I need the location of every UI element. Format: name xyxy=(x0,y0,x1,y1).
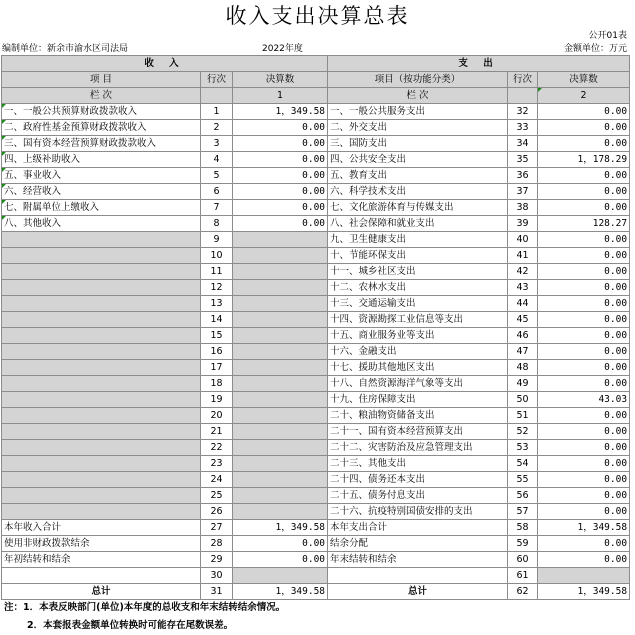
expense-item: 结余分配 xyxy=(328,536,508,552)
expense-line-no: 37 xyxy=(508,184,538,200)
income-line-no: 2 xyxy=(201,120,233,136)
income-amount: 1，349.58 xyxy=(233,104,328,120)
income-item xyxy=(2,360,201,376)
table-row xyxy=(2,328,630,344)
income-amount xyxy=(233,360,328,376)
income-line-no: 16 xyxy=(201,344,233,360)
expense-line-no: 49 xyxy=(508,376,538,392)
income-amount: 0.00 xyxy=(233,120,328,136)
income-amount: 0.00 xyxy=(233,552,328,568)
income-item xyxy=(2,248,201,264)
table-row xyxy=(2,232,630,248)
income-line-no: 7 xyxy=(201,200,233,216)
income-item xyxy=(2,328,201,344)
table-row xyxy=(2,424,630,440)
col-amount2: 决算数 xyxy=(538,72,630,88)
income-line-no: 23 xyxy=(201,456,233,472)
expense-line-no: 62 xyxy=(508,584,538,600)
income-item: 三、国有资本经营预算财政拨款收入 xyxy=(2,136,201,152)
income-item xyxy=(2,424,201,440)
income-item xyxy=(2,296,201,312)
income-item xyxy=(2,280,201,296)
expense-item: 二、外交支出 xyxy=(328,120,508,136)
currency-unit: 金额单位：万元 xyxy=(563,44,627,54)
income-line-no: 5 xyxy=(201,168,233,184)
lanci-left-no: 1 xyxy=(233,88,328,104)
expense-line-no: 55 xyxy=(508,472,538,488)
expense-amount: 0.00 xyxy=(538,440,630,456)
income-line-no: 26 xyxy=(201,504,233,520)
expense-item: 八、社会保障和就业支出 xyxy=(328,216,508,232)
lanci-right: 栏 次 xyxy=(328,88,508,104)
income-amount xyxy=(233,392,328,408)
expense-item: 十一、城乡社区支出 xyxy=(328,264,508,280)
note-2: 2．本套报表金额单位转换时可能存在尾数误差。 xyxy=(27,620,234,631)
table-row xyxy=(2,168,630,184)
table-row xyxy=(2,104,630,120)
income-item xyxy=(2,408,201,424)
expense-item: 五、教育支出 xyxy=(328,168,508,184)
income-amount xyxy=(233,440,328,456)
income-item xyxy=(2,472,201,488)
table-row xyxy=(2,200,630,216)
income-amount xyxy=(233,296,328,312)
expense-amount: 1，178.29 xyxy=(538,152,630,168)
expense-item: 二十四、债务还本支出 xyxy=(328,472,508,488)
income-line-no: 8 xyxy=(201,216,233,232)
compiling-unit: 编制单位：新余市渝水区司法局 xyxy=(2,44,129,54)
income-line-no: 31 xyxy=(201,584,233,600)
expense-item: 十九、住房保障支出 xyxy=(328,392,508,408)
income-line-no: 22 xyxy=(201,440,233,456)
income-item: 八、其他收入 xyxy=(2,216,201,232)
income-item xyxy=(2,568,201,584)
table-row xyxy=(2,360,630,376)
income-line-no: 19 xyxy=(201,392,233,408)
col-item-func: 项目（按功能分类） xyxy=(328,72,508,88)
income-line-no: 11 xyxy=(201,264,233,280)
expense-section-label: 支 出 xyxy=(328,56,630,72)
table-row xyxy=(2,216,630,232)
table-row xyxy=(2,488,630,504)
table-row xyxy=(2,296,630,312)
expense-amount: 0.00 xyxy=(538,248,630,264)
income-item xyxy=(2,392,201,408)
expense-line-no: 59 xyxy=(508,536,538,552)
income-amount: 1，349.58 xyxy=(233,520,328,536)
income-item: 一、一般公共预算财政拨款收入 xyxy=(2,104,201,120)
income-amount xyxy=(233,472,328,488)
income-line-no: 27 xyxy=(201,520,233,536)
expense-line-no: 57 xyxy=(508,504,538,520)
expense-line-no: 36 xyxy=(508,168,538,184)
expense-amount: 0.00 xyxy=(538,328,630,344)
expense-item: 十四、资源勘探工业信息等支出 xyxy=(328,312,508,328)
form-number: 公开01表 xyxy=(588,31,627,41)
income-amount: 1，349.58 xyxy=(233,584,328,600)
lanci-row xyxy=(2,88,630,104)
expense-line-no: 61 xyxy=(508,568,538,584)
table-row xyxy=(2,456,630,472)
expense-amount: 0.00 xyxy=(538,264,630,280)
expense-item: 二十一、国有资本经营预算支出 xyxy=(328,424,508,440)
income-item: 本年收入合计 xyxy=(2,520,201,536)
expense-item: 二十六、抗疫特别国债安排的支出 xyxy=(328,504,508,520)
expense-amount: 0.00 xyxy=(538,168,630,184)
income-amount xyxy=(233,312,328,328)
expense-amount: 0.00 xyxy=(538,488,630,504)
income-amount xyxy=(233,408,328,424)
expense-item: 一、一般公共服务支出 xyxy=(328,104,508,120)
expense-item: 十二、农林水支出 xyxy=(328,280,508,296)
income-item xyxy=(2,440,201,456)
summary-table xyxy=(1,55,630,600)
expense-line-no: 48 xyxy=(508,360,538,376)
expense-line-no: 60 xyxy=(508,552,538,568)
table-row xyxy=(2,376,630,392)
table-row xyxy=(2,552,630,568)
income-item: 年初结转和结余 xyxy=(2,552,201,568)
expense-amount: 0.00 xyxy=(538,456,630,472)
expense-item: 十八、自然资源海洋气象等支出 xyxy=(328,376,508,392)
table-row xyxy=(2,472,630,488)
income-line-no: 28 xyxy=(201,536,233,552)
income-item: 五、事业收入 xyxy=(2,168,201,184)
income-line-no: 14 xyxy=(201,312,233,328)
expense-amount: 0.00 xyxy=(538,280,630,296)
income-amount: 0.00 xyxy=(233,168,328,184)
expense-item: 年末结转和结余 xyxy=(328,552,508,568)
col-line2: 行次 xyxy=(508,72,538,88)
expense-amount xyxy=(538,568,630,584)
expense-amount: 0.00 xyxy=(538,184,630,200)
income-line-no: 30 xyxy=(201,568,233,584)
expense-line-no: 52 xyxy=(508,424,538,440)
col-item: 项 目 xyxy=(2,72,201,88)
income-line-no: 1 xyxy=(201,104,233,120)
table-row xyxy=(2,120,630,136)
income-amount xyxy=(233,344,328,360)
table-row xyxy=(2,136,630,152)
table-row xyxy=(2,344,630,360)
income-amount xyxy=(233,328,328,344)
expense-line-no: 44 xyxy=(508,296,538,312)
expense-line-no: 51 xyxy=(508,408,538,424)
income-item: 六、经营收入 xyxy=(2,184,201,200)
income-item: 使用非财政拨款结余 xyxy=(2,536,201,552)
expense-item: 二十、粮油物资储备支出 xyxy=(328,408,508,424)
expense-item: 十、节能环保支出 xyxy=(328,248,508,264)
expense-amount: 0.00 xyxy=(538,200,630,216)
income-amount: 0.00 xyxy=(233,184,328,200)
expense-line-no: 38 xyxy=(508,200,538,216)
expense-amount: 0.00 xyxy=(538,104,630,120)
expense-item: 十六、金融支出 xyxy=(328,344,508,360)
income-item xyxy=(2,312,201,328)
report-year: 2022年度 xyxy=(262,44,303,54)
table-row xyxy=(2,152,630,168)
expense-line-no: 42 xyxy=(508,264,538,280)
income-line-no: 13 xyxy=(201,296,233,312)
expense-amount: 1，349.58 xyxy=(538,584,630,600)
income-line-no: 4 xyxy=(201,152,233,168)
income-amount: 0.00 xyxy=(233,200,328,216)
income-line-no: 9 xyxy=(201,232,233,248)
income-item xyxy=(2,488,201,504)
income-line-no: 24 xyxy=(201,472,233,488)
income-line-no: 29 xyxy=(201,552,233,568)
expense-item: 六、科学技术支出 xyxy=(328,184,508,200)
expense-line-no: 32 xyxy=(508,104,538,120)
income-line-no: 25 xyxy=(201,488,233,504)
table-row xyxy=(2,504,630,520)
expense-amount: 0.00 xyxy=(538,552,630,568)
expense-item: 七、文化旅游体育与传媒支出 xyxy=(328,200,508,216)
expense-line-no: 43 xyxy=(508,280,538,296)
column-header-row xyxy=(2,72,630,88)
expense-amount: 43.03 xyxy=(538,392,630,408)
expense-amount: 0.00 xyxy=(538,360,630,376)
expense-item xyxy=(328,568,508,584)
income-line-no: 21 xyxy=(201,424,233,440)
expense-item: 十三、交通运输支出 xyxy=(328,296,508,312)
income-line-no: 20 xyxy=(201,408,233,424)
income-item xyxy=(2,504,201,520)
expense-amount: 0.00 xyxy=(538,424,630,440)
table-row xyxy=(2,184,630,200)
expense-amount: 0.00 xyxy=(538,376,630,392)
expense-item: 二十三、其他支出 xyxy=(328,456,508,472)
income-amount xyxy=(233,232,328,248)
expense-amount: 0.00 xyxy=(538,232,630,248)
notes xyxy=(4,599,285,635)
expense-amount: 0.00 xyxy=(538,536,630,552)
income-item: 总计 xyxy=(2,584,201,600)
expense-item: 十七、援助其他地区支出 xyxy=(328,360,508,376)
expense-line-no: 54 xyxy=(508,456,538,472)
expense-amount: 0.00 xyxy=(538,312,630,328)
income-section-label: 收 入 xyxy=(2,56,328,72)
table-row xyxy=(2,280,630,296)
table-row xyxy=(2,536,630,552)
table-row xyxy=(2,312,630,328)
income-amount xyxy=(233,504,328,520)
income-item xyxy=(2,344,201,360)
income-amount xyxy=(233,424,328,440)
note-1: 注：1．本表反映部门(单位)本年度的总收支和年末结转结余情况。 xyxy=(4,602,286,613)
table-row xyxy=(2,440,630,456)
table-row xyxy=(2,520,630,536)
expense-line-no: 33 xyxy=(508,120,538,136)
income-line-no: 6 xyxy=(201,184,233,200)
expense-amount: 0.00 xyxy=(538,504,630,520)
income-amount: 0.00 xyxy=(233,216,328,232)
expense-item: 三、国防支出 xyxy=(328,136,508,152)
income-amount xyxy=(233,488,328,504)
expense-item: 二十二、灾害防治及应急管理支出 xyxy=(328,440,508,456)
expense-line-no: 58 xyxy=(508,520,538,536)
expense-item: 总计 xyxy=(328,584,508,600)
expense-amount: 0.00 xyxy=(538,344,630,360)
income-amount xyxy=(233,248,328,264)
expense-amount: 1，349.58 xyxy=(538,520,630,536)
income-amount: 0.00 xyxy=(233,136,328,152)
expense-line-no: 56 xyxy=(508,488,538,504)
col-line: 行次 xyxy=(201,72,233,88)
expense-line-no: 39 xyxy=(508,216,538,232)
lanci-left: 栏 次 xyxy=(2,88,201,104)
income-line-no: 17 xyxy=(201,360,233,376)
table-row xyxy=(2,392,630,408)
expense-amount: 0.00 xyxy=(538,472,630,488)
income-line-no: 18 xyxy=(201,376,233,392)
expense-line-no: 53 xyxy=(508,440,538,456)
expense-item: 本年支出合计 xyxy=(328,520,508,536)
lanci-left-blank xyxy=(201,88,233,104)
lanci-right-no: 2 xyxy=(538,88,630,104)
expense-item: 四、公共安全支出 xyxy=(328,152,508,168)
expense-line-no: 45 xyxy=(508,312,538,328)
income-amount: 0.00 xyxy=(233,536,328,552)
table-row xyxy=(2,408,630,424)
lanci-right-blank xyxy=(508,88,538,104)
income-amount: 0.00 xyxy=(233,152,328,168)
income-item xyxy=(2,264,201,280)
expense-line-no: 47 xyxy=(508,344,538,360)
table-row xyxy=(2,248,630,264)
expense-line-no: 34 xyxy=(508,136,538,152)
table-row xyxy=(2,568,630,584)
income-amount xyxy=(233,568,328,584)
income-amount xyxy=(233,280,328,296)
table-row xyxy=(2,264,630,280)
expense-line-no: 50 xyxy=(508,392,538,408)
income-line-no: 15 xyxy=(201,328,233,344)
expense-amount: 128.27 xyxy=(538,216,630,232)
total-row xyxy=(2,584,630,600)
col-amount: 决算数 xyxy=(233,72,328,88)
expense-amount: 0.00 xyxy=(538,296,630,312)
report-title: 收入支出决算总表 xyxy=(225,4,410,28)
income-amount xyxy=(233,264,328,280)
income-line-no: 3 xyxy=(201,136,233,152)
expense-amount: 0.00 xyxy=(538,120,630,136)
expense-line-no: 35 xyxy=(508,152,538,168)
expense-item: 十五、商业服务业等支出 xyxy=(328,328,508,344)
expense-amount: 0.00 xyxy=(538,136,630,152)
income-item: 四、上级补助收入 xyxy=(2,152,201,168)
expense-line-no: 41 xyxy=(508,248,538,264)
income-amount xyxy=(233,456,328,472)
income-item xyxy=(2,456,201,472)
expense-amount: 0.00 xyxy=(538,408,630,424)
expense-line-no: 40 xyxy=(508,232,538,248)
expense-item: 九、卫生健康支出 xyxy=(328,232,508,248)
income-item: 七、附属单位上缴收入 xyxy=(2,200,201,216)
income-amount xyxy=(233,376,328,392)
income-item xyxy=(2,376,201,392)
income-item xyxy=(2,232,201,248)
expense-line-no: 46 xyxy=(508,328,538,344)
income-line-no: 12 xyxy=(201,280,233,296)
income-line-no: 10 xyxy=(201,248,233,264)
expense-item: 二十五、债务付息支出 xyxy=(328,488,508,504)
income-item: 二、政府性基金预算财政拨款收入 xyxy=(2,120,201,136)
section-header-row xyxy=(2,56,630,72)
